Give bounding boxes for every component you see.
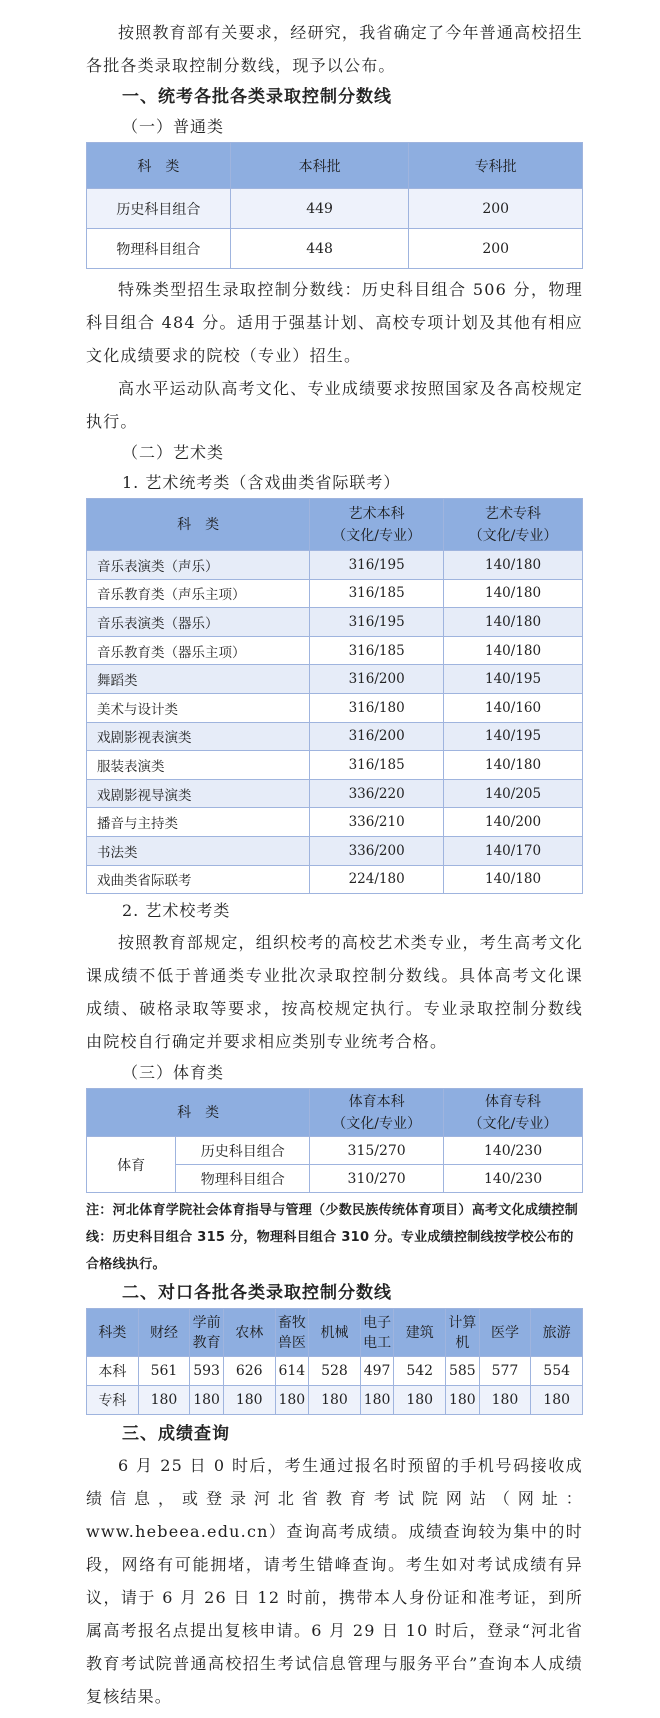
art-score-table bbox=[86, 498, 583, 894]
table-cell: 593 bbox=[190, 1357, 224, 1386]
table-cell: 497 bbox=[360, 1357, 394, 1386]
table-cell: 书法类 bbox=[87, 836, 310, 865]
header-line: 艺术本科 bbox=[348, 505, 405, 522]
table-row bbox=[87, 751, 583, 780]
table-cell: 140/180 bbox=[444, 865, 583, 894]
table-cell: 336/220 bbox=[310, 779, 444, 808]
table-row bbox=[87, 579, 583, 608]
table-row bbox=[87, 665, 583, 694]
table-cell: 316/200 bbox=[310, 722, 444, 751]
table-header bbox=[444, 1089, 583, 1137]
table-row bbox=[87, 1357, 583, 1386]
table-row bbox=[87, 189, 583, 229]
table-header: 科 类 bbox=[87, 499, 310, 551]
table-cell: 140/180 bbox=[444, 636, 583, 665]
table-header: 科 类 bbox=[87, 1089, 310, 1137]
table-cell: 物理科目组合 bbox=[176, 1165, 310, 1193]
table-row bbox=[87, 779, 583, 808]
table-row bbox=[87, 865, 583, 894]
table-cell: 316/180 bbox=[310, 693, 444, 722]
table-cell: 历史科目组合 bbox=[176, 1137, 310, 1165]
table-header bbox=[310, 499, 444, 551]
table-cell: 历史科目组合 bbox=[87, 189, 231, 229]
table-cell: 音乐表演类（器乐） bbox=[87, 608, 310, 637]
table-cell: 戏曲类省际联考 bbox=[87, 865, 310, 894]
table-cell: 140/230 bbox=[444, 1137, 583, 1165]
table-cell: 310/270 bbox=[310, 1165, 444, 1193]
table-row bbox=[87, 608, 583, 637]
art-school-heading: 2. 艺术校考类 bbox=[122, 901, 231, 921]
score-query-paragraph: 6 月 25 日 0 时后，考生通过报名时预留的手机号码接收成绩信息，或登录河北省教育考试院网站（网址：www.hebeea.edu.cn）查询高考成绩。成绩查询较为集中的时段，网络有可能拥堵，请考生错峰查询。考生如对考试成绩有异议，请于 6 月 26 日 12 时前，携带本人身份证和准考证，到所属高考报名点提出复核申请。6 月 29 日 10 时后，登录“河北省教育考试院普通高校招生考试信息管理与服务平台”查询本人成绩复核结果。 bbox=[86, 1456, 583, 1707]
table-row bbox=[87, 836, 583, 865]
table-cell: 140/200 bbox=[444, 808, 583, 837]
art-unified-heading: 1. 艺术统考类（含戏曲类省际联考） bbox=[122, 473, 401, 492]
table-header bbox=[310, 1089, 444, 1137]
table-cell: 200 bbox=[409, 189, 583, 229]
header-line: 体育本科 bbox=[348, 1093, 405, 1110]
table-cell: 180 bbox=[138, 1386, 190, 1415]
table-cell: 614 bbox=[275, 1357, 309, 1386]
sub1-heading: （一）普通类 bbox=[122, 117, 225, 136]
table-header-row bbox=[87, 1309, 583, 1357]
table-header: 专科批 bbox=[409, 143, 583, 189]
table-row bbox=[87, 808, 583, 837]
table-cell: 音乐教育类（器乐主项） bbox=[87, 636, 310, 665]
table-header: 财经 bbox=[138, 1309, 190, 1357]
table-cell: 美术与设计类 bbox=[87, 693, 310, 722]
table-cell: 316/185 bbox=[310, 636, 444, 665]
table-cell: 戏剧影视导演类 bbox=[87, 779, 310, 808]
table-cell: 140/230 bbox=[444, 1165, 583, 1193]
table-header: 医学 bbox=[479, 1309, 531, 1357]
table-cell: 180 bbox=[446, 1386, 480, 1415]
header-line: （文化/专业） bbox=[332, 1115, 421, 1132]
table-header: 农林 bbox=[223, 1309, 275, 1357]
athletic-team-paragraph: 高水平运动队高考文化、专业成绩要求按照国家及各高校规定执行。 bbox=[86, 379, 583, 431]
table-cell: 180 bbox=[394, 1386, 446, 1415]
table-cell: 140/180 bbox=[444, 608, 583, 637]
table-cell: 本科 bbox=[87, 1357, 139, 1386]
table-cell: 服装表演类 bbox=[87, 751, 310, 780]
section2-heading: 二、对口各批各类录取控制分数线 bbox=[122, 1283, 392, 1304]
table-cell: 542 bbox=[394, 1357, 446, 1386]
table-cell: 140/205 bbox=[444, 779, 583, 808]
table-cell: 180 bbox=[190, 1386, 224, 1415]
table-row bbox=[87, 636, 583, 665]
header-line: 艺术专科 bbox=[485, 505, 542, 522]
table-cell: 316/185 bbox=[310, 751, 444, 780]
table-cell-group: 体育 bbox=[87, 1137, 176, 1193]
vocational-score-table bbox=[86, 1308, 583, 1415]
table-cell: 315/270 bbox=[310, 1137, 444, 1165]
table-cell: 224/180 bbox=[310, 865, 444, 894]
table-cell: 585 bbox=[446, 1357, 480, 1386]
table-header: 学前教育 bbox=[190, 1309, 224, 1357]
table-cell: 180 bbox=[360, 1386, 394, 1415]
table-cell: 戏剧影视表演类 bbox=[87, 722, 310, 751]
table-cell: 140/170 bbox=[444, 836, 583, 865]
table-cell: 449 bbox=[230, 189, 409, 229]
table-cell: 180 bbox=[275, 1386, 309, 1415]
intro-paragraph: 按照教育部有关要求，经研究，我省确定了今年普通高校招生各批各类录取控制分数线，现予以公布。 bbox=[86, 23, 583, 75]
table-cell: 音乐表演类（声乐） bbox=[87, 551, 310, 580]
sports-score-table bbox=[86, 1088, 583, 1193]
header-line: （文化/专业） bbox=[468, 527, 558, 544]
table-cell: 577 bbox=[479, 1357, 531, 1386]
table-cell: 316/195 bbox=[310, 608, 444, 637]
table-header: 机械 bbox=[309, 1309, 361, 1357]
table-header: 科类 bbox=[87, 1309, 139, 1357]
sports-note: 注：河北体育学院社会体育指导与管理（少数民族传统体育项目）高考文化成绩控制线：历史科目组合 315 分，物理科目组合 310 分。专业成绩控制线按学校公布的合格线执行。 bbox=[86, 1203, 579, 1273]
table-cell: 140/180 bbox=[444, 751, 583, 780]
table-cell: 140/180 bbox=[444, 579, 583, 608]
table-cell: 140/180 bbox=[444, 551, 583, 580]
table-cell: 140/195 bbox=[444, 722, 583, 751]
header-line: 体育专科 bbox=[485, 1093, 542, 1110]
table-header-row bbox=[87, 1089, 583, 1137]
header-line: （文化/专业） bbox=[468, 1115, 558, 1132]
table-header bbox=[444, 499, 583, 551]
table-cell: 180 bbox=[309, 1386, 361, 1415]
table-row bbox=[87, 1386, 583, 1415]
section1-heading: 一、统考各批各类录取控制分数线 bbox=[122, 87, 392, 107]
art-school-paragraph: 按照教育部规定，组织校考的高校艺术类专业，考生高考文化课成绩不低于普通类专业批次录取控制分数线。具体高考文化课成绩、破格录取等要求，按高校规定执行。专业录取控制分数线由院校自行确定并要求相应类别专业统考合格。 bbox=[86, 933, 583, 1052]
table-header: 计算机 bbox=[446, 1309, 480, 1357]
section3-heading: 三、成绩查询 bbox=[122, 1424, 230, 1445]
table-cell: 专科 bbox=[87, 1386, 139, 1415]
table-cell: 200 bbox=[409, 229, 583, 269]
table-cell: 336/200 bbox=[310, 836, 444, 865]
table-cell: 180 bbox=[479, 1386, 531, 1415]
table-row bbox=[87, 693, 583, 722]
table-row bbox=[87, 1137, 583, 1165]
sub2-heading: （二）艺术类 bbox=[122, 443, 225, 462]
table-cell: 舞蹈类 bbox=[87, 665, 310, 694]
table-header: 建筑 bbox=[394, 1309, 446, 1357]
table-cell: 528 bbox=[309, 1357, 361, 1386]
table-cell: 336/210 bbox=[310, 808, 444, 837]
art-table-body bbox=[87, 551, 583, 894]
table-cell: 316/195 bbox=[310, 551, 444, 580]
table-cell: 448 bbox=[230, 229, 409, 269]
table-cell: 物理科目组合 bbox=[87, 229, 231, 269]
table-cell: 180 bbox=[531, 1386, 583, 1415]
table-cell: 316/185 bbox=[310, 579, 444, 608]
table-header: 科 类 bbox=[87, 143, 231, 189]
general-score-table bbox=[86, 142, 583, 269]
table-cell: 音乐教育类（声乐主项） bbox=[87, 579, 310, 608]
table-cell: 180 bbox=[223, 1386, 275, 1415]
table-cell: 561 bbox=[138, 1357, 190, 1386]
table-cell: 626 bbox=[223, 1357, 275, 1386]
table-row bbox=[87, 722, 583, 751]
table-header-row bbox=[87, 499, 583, 551]
table-cell: 播音与主持类 bbox=[87, 808, 310, 837]
table-header: 旅游 bbox=[531, 1309, 583, 1357]
table-cell: 316/200 bbox=[310, 665, 444, 694]
table-row bbox=[87, 229, 583, 269]
table-cell: 554 bbox=[531, 1357, 583, 1386]
table-header-row bbox=[87, 143, 583, 189]
table-header: 畜牧兽医 bbox=[275, 1309, 309, 1357]
header-line: （文化/专业） bbox=[332, 527, 421, 544]
table-header: 电子电工 bbox=[360, 1309, 394, 1357]
table-cell: 140/195 bbox=[444, 665, 583, 694]
special-type-paragraph: 特殊类型招生录取控制分数线：历史科目组合 506 分，物理科目组合 484 分。适用于强基计划、高校专项计划及其他有相应文化成绩要求的院校（专业）招生。 bbox=[86, 280, 583, 365]
table-cell: 140/160 bbox=[444, 693, 583, 722]
table-row bbox=[87, 551, 583, 580]
sub3-heading: （三）体育类 bbox=[122, 1063, 225, 1083]
table-header: 本科批 bbox=[230, 143, 409, 189]
